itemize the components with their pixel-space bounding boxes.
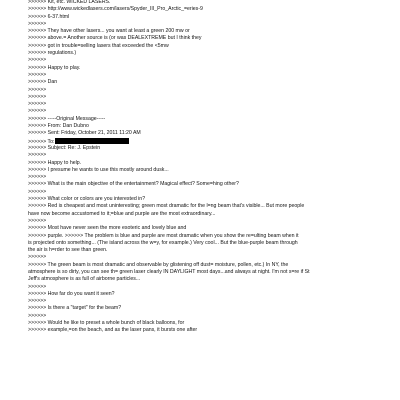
email-line: >>>>>> The green beam is most dramatic and observable by glistening off dust= moisture, pollen, etc.) In NY, the (28, 261, 289, 268)
email-line: >>>>>> (28, 108, 47, 115)
email-line: >>>>>> Happy to help. (28, 159, 82, 166)
email-line: >>>>>> example,=on the beach, and as the laser pans, it bursts one after (28, 327, 198, 334)
email-line: >>>>>> (28, 20, 47, 27)
email-line: >>>>>> above.= Another source is (or was DEALEXTREME but I think they (28, 35, 202, 42)
email-line: >>>>>> (28, 86, 47, 93)
email-line: >>>>>> They have other lasers... you want at least a green 200 mw or (28, 28, 190, 35)
email-line: >>>>>> What is the main objective of the entertainment? Magical effect? Some=hing other? (28, 181, 239, 188)
email-line: >>>>>> (28, 101, 47, 108)
email-line: >>>>>> Is there a "target" for the beam? (28, 305, 122, 312)
email-line: >>>>>> (28, 217, 47, 224)
email-line: >>>>>> Would he like to preset a whole bunch of black balloons, for (28, 320, 185, 327)
email-subject-header: >>>>>> Subject: Re: J. Epstein (28, 144, 101, 151)
email-line: atmosphere is so dirty, you can see th= green laser clearly IN DAYLIGHT most days...and always at night. I'm not s=re if St (28, 268, 310, 275)
email-line: >>>>>> Red is cheapest and most uninteresting; green most dramatic for the l=ng beam that's visible... But more people (28, 203, 305, 210)
email-line: >>>>>> Most have never seen the more esoteric and lovely blue and (28, 225, 187, 232)
email-line: >>>>>> What color or colors are you interested in? (28, 196, 146, 203)
email-to-header (28, 138, 394, 145)
email-line: >>>>>> (28, 71, 47, 78)
email-line: >>>>>> http://www.wickedlasers.com/lasers/Spyder_III_Pro_Arctic_=eries-9 (28, 6, 203, 13)
email-line: >>>>>> (28, 312, 47, 319)
email-from-header: >>>>>> From: Dan Dubno (28, 123, 89, 130)
email-line: is projected onto something... (The island across the w=y, for example.) Very cool... But the blue-purple beam through (28, 239, 298, 246)
email-line: >>>>>> (28, 152, 47, 159)
email-line: >>>>>> (28, 174, 47, 181)
email-line: >>>>>> (28, 93, 47, 100)
email-line: >>>>>> (28, 57, 47, 64)
email-line: >>>>>> Happy to play. (28, 64, 81, 71)
email-signature: >>>>>> Dan (28, 79, 58, 86)
email-line: >>>>>> regulations.) (28, 50, 77, 57)
email-line: >>>>>> (28, 188, 47, 195)
email-line: >>>>>> purple. >>>>>> The problem is blue and purple are most dramatic when you show the re=ulting beam when it (28, 232, 299, 239)
email-sent-header: >>>>>> Sent: Friday, October 21, 2011 11:20 AM (28, 130, 141, 137)
original-message-separator: >>>>>> -----Original Message----- (28, 115, 106, 122)
email-line: >>>>>> 6-37.html (28, 13, 70, 20)
email-line: >>>>>> got in trouble=selling lasers that exceeded the <5mw (28, 42, 169, 49)
email-line: the air is h=rder to see than green. (28, 247, 108, 254)
redaction-bar (55, 138, 129, 144)
email-to-label: >>>>>> To: (28, 138, 55, 145)
email-thread-body (28, 0, 394, 335)
email-line: >>>>>> (28, 283, 47, 290)
email-line: >>>>>> (28, 254, 47, 261)
email-line: >>>>>> I presume he wants to use this mostly around dusk... (28, 166, 169, 173)
email-line: >>>>>> How far do you want it seen? (28, 290, 115, 297)
email-line: have now become accustomed to it;=blue and purple are the most extraordinary... (28, 210, 216, 217)
email-line: >>>>>> (28, 298, 47, 305)
email-line: >>>>>> Kit, etc. WICKED LASERS. (28, 0, 111, 5)
email-line: Jeff's atmosphere is as full of airborne particles... (28, 276, 141, 283)
